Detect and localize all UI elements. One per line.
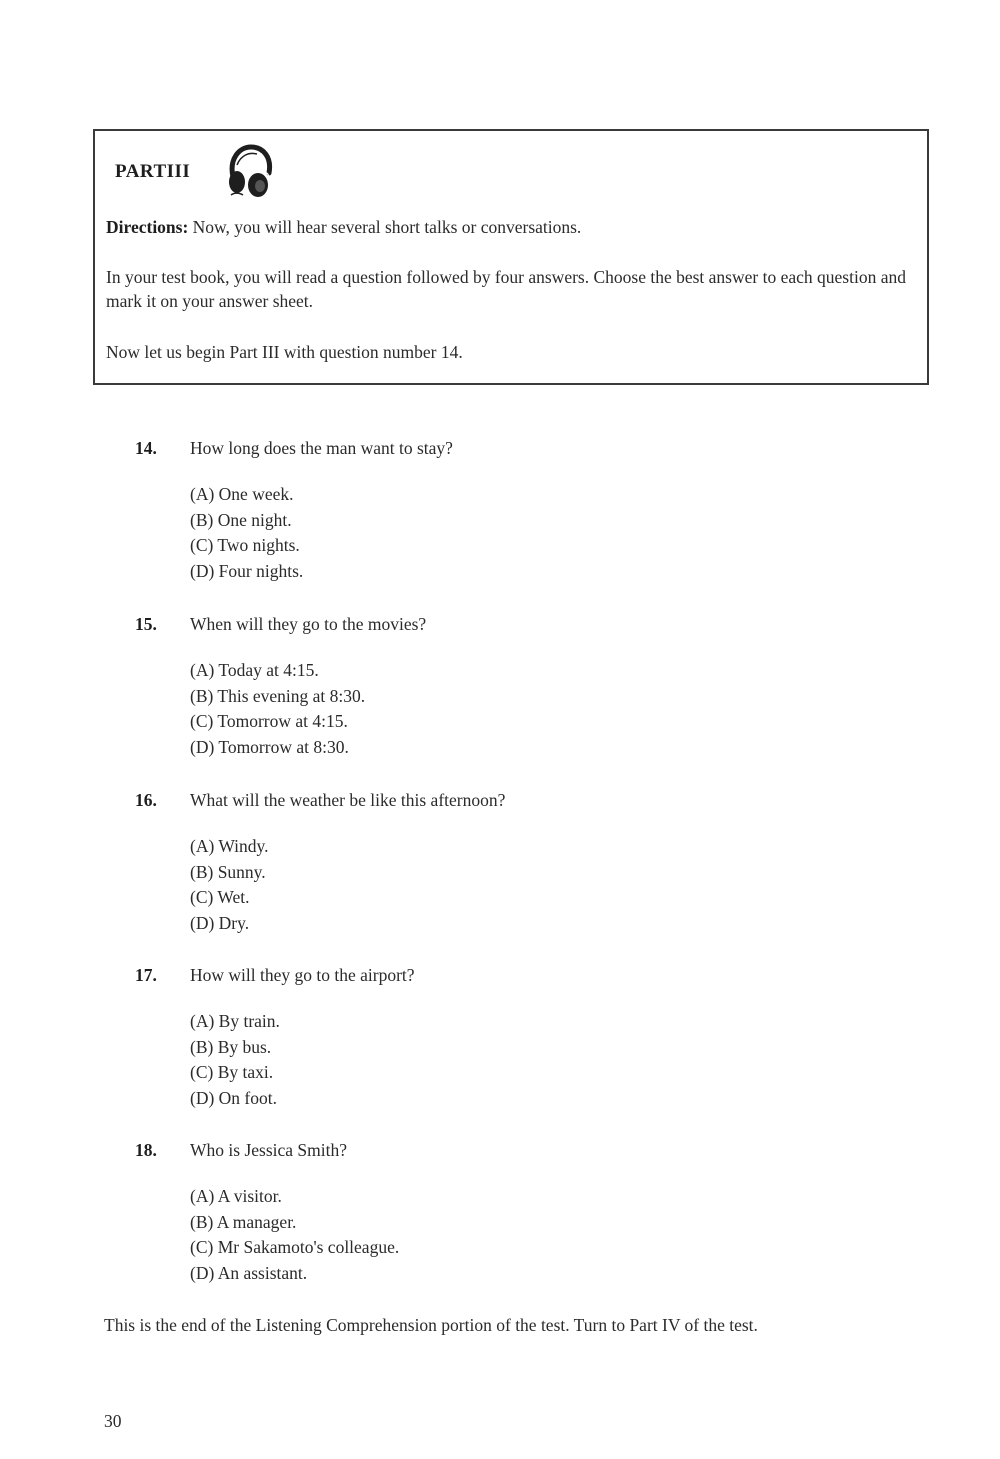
question-number: 18. — [135, 1140, 157, 1160]
answer-option-a: (A) A visitor. — [190, 1186, 282, 1206]
answer-option-b: (B) One night. — [190, 509, 292, 530]
answer-option-a: (A) One week. — [190, 484, 294, 504]
headphones-icon — [225, 143, 275, 199]
answer-options — [190, 658, 365, 760]
directions-line-3: Now let us begin Part III with question number 14. — [106, 342, 463, 362]
answer-option-a: (A) Today at 4:15. — [190, 660, 319, 680]
answer-option-b: (B) This evening at 8:30. — [190, 685, 366, 706]
answer-option-a: (A) By train. — [190, 1011, 280, 1031]
answer-option-a: (A) Windy. — [190, 836, 269, 856]
answer-option-d: (D) Tomorrow at 8:30. — [190, 736, 349, 757]
question-text: How long does the man want to stay? — [190, 438, 453, 458]
answer-option-d: (D) Four nights. — [190, 560, 304, 581]
answer-option-c: (C) Wet. — [190, 887, 250, 907]
answer-options — [190, 482, 303, 584]
answer-option-b: (B) A manager. — [190, 1211, 297, 1232]
part-heading: PARTIII — [115, 161, 191, 182]
answer-option-d: (D) An assistant. — [190, 1262, 308, 1283]
page-number: 30 — [104, 1411, 122, 1431]
answer-options — [190, 834, 269, 936]
question-number: 16. — [135, 790, 157, 810]
question-text: How will they go to the airport? — [190, 965, 415, 985]
answer-option-c: (C) Mr Sakamoto's colleague. — [190, 1237, 400, 1257]
answer-option-c: (C) By taxi. — [190, 1062, 274, 1082]
question-text: Who is Jessica Smith? — [190, 1140, 347, 1160]
answer-option-d: (D) On foot. — [190, 1087, 277, 1108]
directions-line-2: In your test book, you will read a question followed by four answers. Choose the best answer to each question and mark it on your answer sheet. — [106, 267, 906, 311]
question-text: When will they go to the movies? — [190, 614, 427, 634]
answer-options — [190, 1009, 280, 1111]
directions-label: Directions: — [106, 217, 189, 237]
question-number: 15. — [135, 614, 157, 634]
directions-line-1: Now, you will hear several short talks or conversations. — [192, 217, 582, 237]
directions-box — [93, 129, 929, 385]
answer-option-b: (B) Sunny. — [190, 861, 266, 882]
answer-option-c: (C) Tomorrow at 4:15. — [190, 711, 348, 731]
answer-option-d: (D) Dry. — [190, 912, 250, 933]
directions-intro — [106, 215, 913, 239]
question-number: 17. — [135, 965, 157, 985]
end-note: This is the end of the Listening Comprehension portion of the test. Turn to Part IV of the test. — [104, 1315, 758, 1335]
answer-option-b: (B) By bus. — [190, 1036, 272, 1057]
question-number: 14. — [135, 438, 157, 458]
answer-options — [190, 1184, 399, 1286]
question-text: What will the weather be like this afternoon? — [190, 790, 506, 810]
answer-option-c: (C) Two nights. — [190, 535, 300, 555]
